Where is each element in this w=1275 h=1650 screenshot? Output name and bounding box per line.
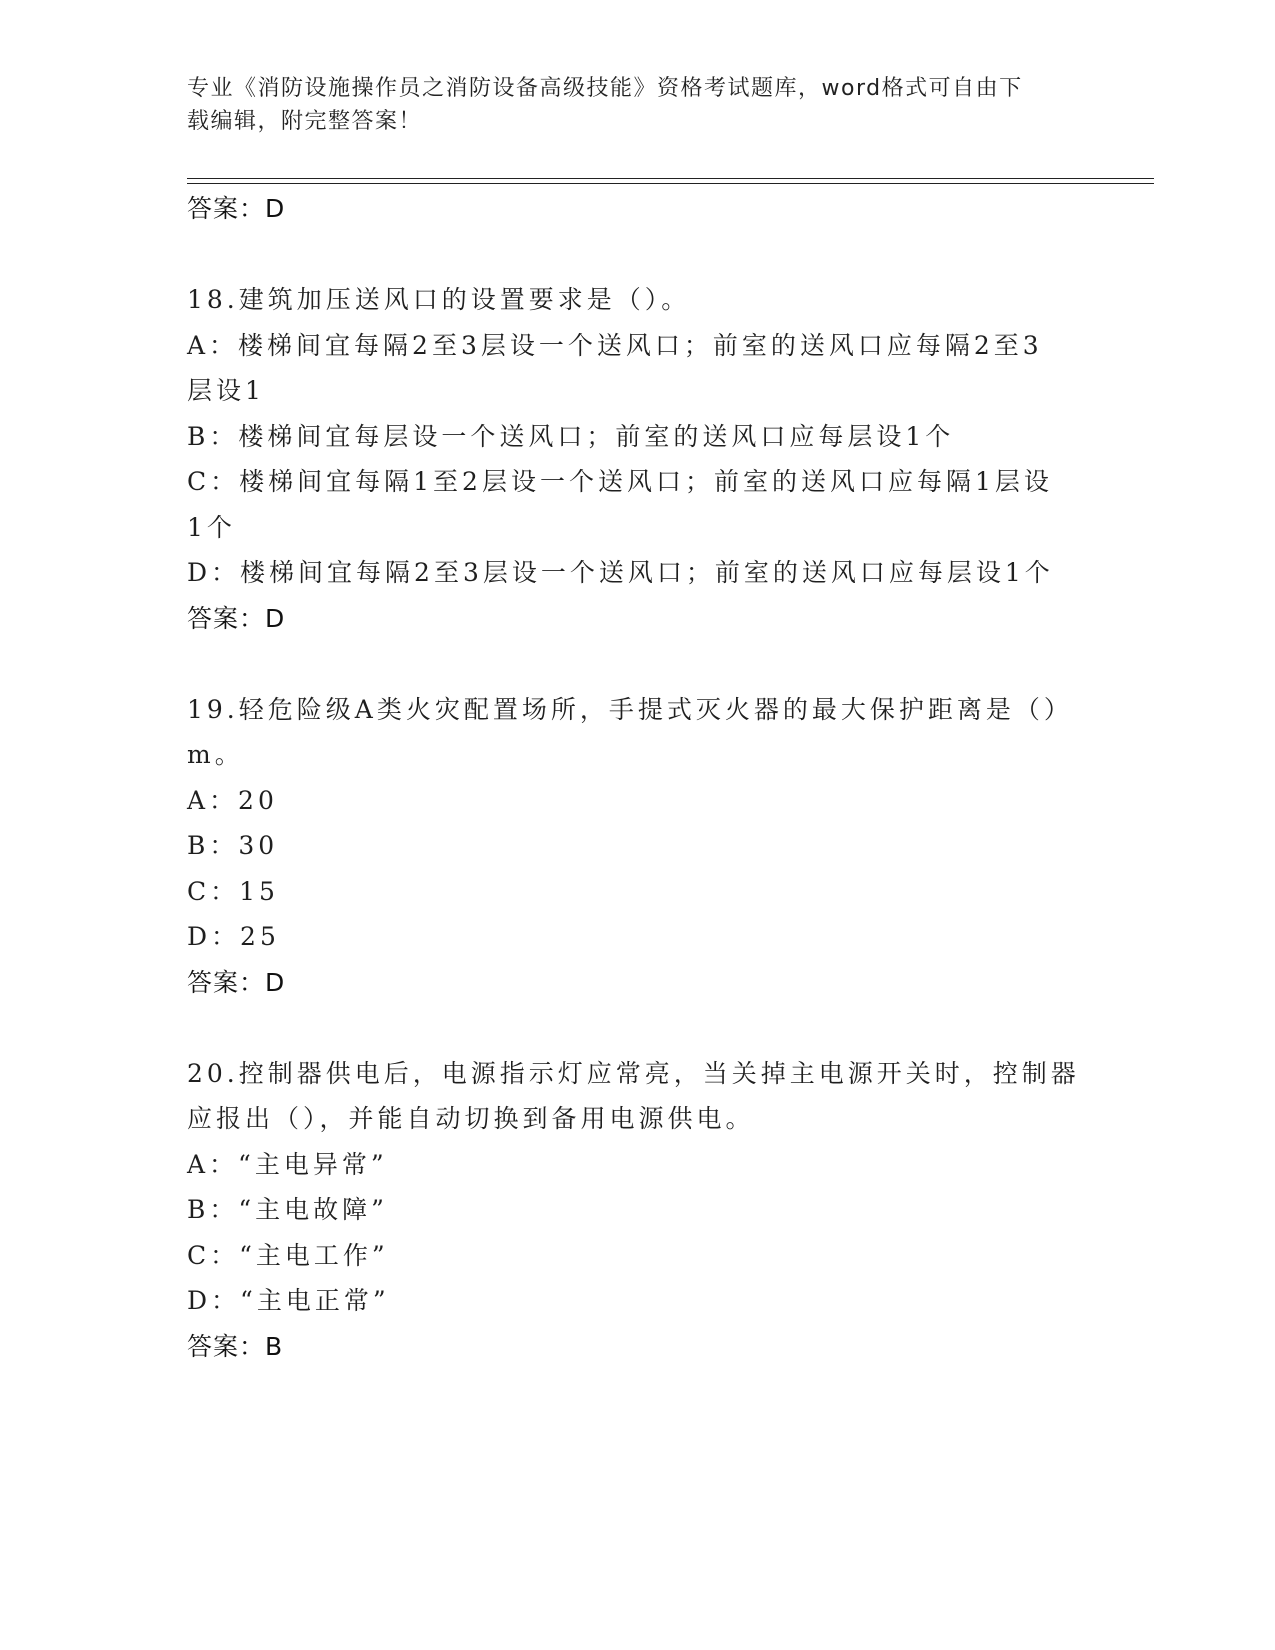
spacer [187, 641, 1087, 687]
option-a-continued: 层设1 [187, 376, 265, 405]
question-text: 19.轻危险级A类火灾配置场所，手提式灭火器的最大保护距离是（） [187, 694, 1073, 724]
answer-line: 答案：D [187, 967, 286, 997]
spacer [187, 1005, 1087, 1051]
option-a: A：楼梯间宜每隔2至3层设一个送风口；前室的送风口应每隔2至3 [187, 330, 1043, 360]
option-c: C：“主电工作” [187, 1240, 389, 1270]
option-b: B：“主电故障” [187, 1195, 388, 1224]
option-a: A：20 [187, 785, 278, 815]
answer-line: 答案：D [187, 194, 286, 223]
option-c-continued: 1个 [187, 512, 236, 542]
option-c: C：15 [187, 876, 279, 906]
question-list [187, 186, 1087, 1369]
answer-line: 答案：B [187, 1331, 284, 1361]
document-header [187, 72, 1067, 138]
header-line-1: 专业《消防设施操作员之消防设备高级技能》资格考试题库，word格式可自由下 [187, 76, 1023, 101]
answer-line: 答案：D [187, 603, 286, 633]
question-20 [187, 1051, 1087, 1370]
header-divider-bottom [187, 183, 1154, 184]
option-d: D：楼梯间宜每隔2至3层设一个送风口；前室的送风口应每层设1个 [187, 558, 1054, 587]
question-19 [187, 687, 1087, 1006]
option-c: C：楼梯间宜每隔1至2层设一个送风口；前室的送风口应每隔1层设 [187, 467, 1053, 496]
option-d: D：“主电正常” [187, 1286, 390, 1315]
option-b: B：30 [187, 831, 279, 860]
option-a: A：“主电异常” [187, 1149, 388, 1179]
spacer [187, 232, 1087, 278]
question-text: 18.建筑加压送风口的设置要求是（）。 [187, 285, 691, 314]
question-text: 20.控制器供电后，电源指示灯应常亮，当关掉主电源开关时，控制器 [187, 1058, 1080, 1088]
option-d: D：25 [187, 922, 280, 951]
question-text-continued: m。 [187, 740, 244, 769]
header-line-2: 载编辑，附完整答案！ [187, 109, 423, 134]
header-divider-top [187, 178, 1154, 179]
question-text-continued: 应报出（），并能自动切换到备用电源供电。 [187, 1104, 755, 1133]
option-b: B：楼梯间宜每层设一个送风口；前室的送风口应每层设1个 [187, 421, 955, 451]
question-18 [187, 277, 1087, 641]
